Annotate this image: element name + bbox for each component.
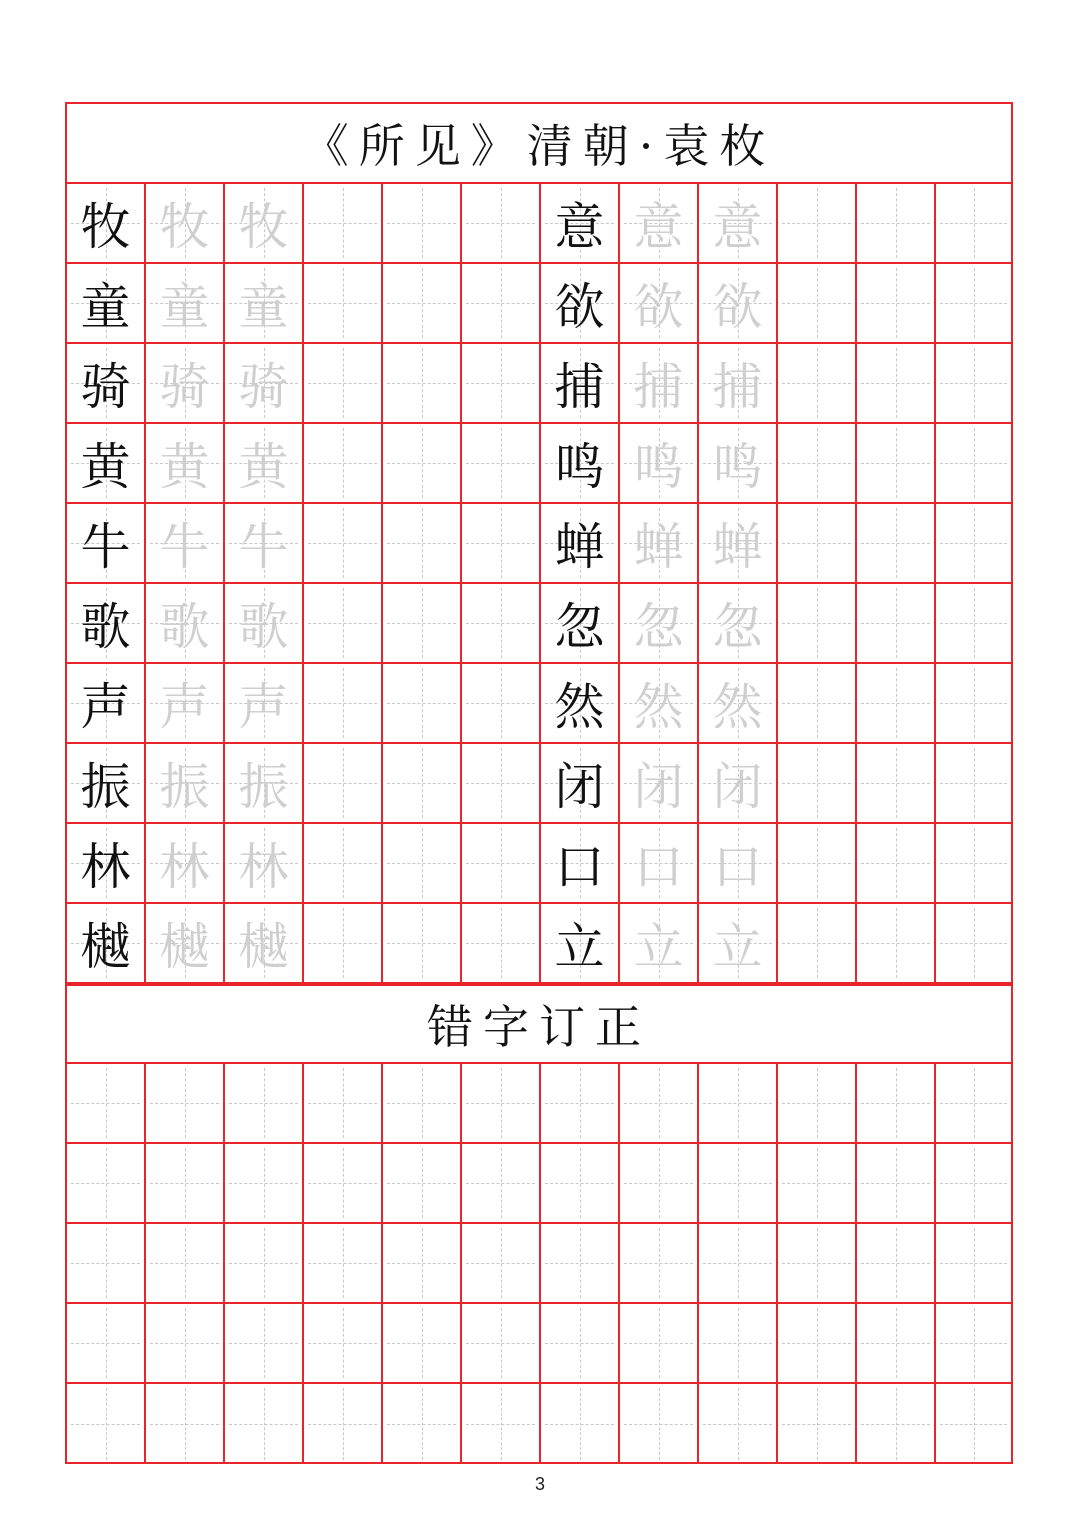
trace-character: 立	[712, 918, 763, 976]
tianzige-cell[interactable]	[146, 264, 225, 344]
trace-character: 歌	[238, 598, 289, 656]
tianzige-cell[interactable]	[146, 1224, 225, 1304]
tianzige-cell[interactable]	[462, 1384, 541, 1464]
trace-character: 歌	[159, 598, 210, 656]
tianzige-cell[interactable]	[304, 504, 383, 584]
tianzige-cell[interactable]	[383, 424, 462, 504]
practice-row	[67, 344, 1011, 424]
trace-character: 闭	[712, 758, 763, 816]
practice-row	[67, 904, 1011, 984]
tianzige-cell[interactable]	[462, 344, 541, 424]
tianzige-cell[interactable]	[225, 264, 304, 344]
tianzige-cell[interactable]	[304, 1064, 383, 1144]
model-character: 忽	[554, 598, 605, 656]
tianzige-cell[interactable]	[304, 344, 383, 424]
tianzige-cell[interactable]	[857, 1304, 936, 1384]
tianzige-cell[interactable]	[699, 1304, 778, 1384]
tianzige-cell[interactable]	[778, 1064, 857, 1144]
trace-character: 童	[159, 278, 210, 336]
tianzige-cell[interactable]	[620, 264, 699, 344]
tianzige-cell[interactable]	[146, 504, 225, 584]
practice-row	[67, 424, 1011, 504]
tianzige-cell[interactable]	[541, 504, 620, 584]
tianzige-cell[interactable]	[778, 1304, 857, 1384]
trace-character: 林	[159, 838, 210, 896]
tianzige-cell[interactable]	[699, 1224, 778, 1304]
tianzige-cell[interactable]	[857, 184, 936, 264]
tianzige-cell[interactable]	[146, 1384, 225, 1464]
tianzige-cell[interactable]	[383, 504, 462, 584]
model-character: 意	[554, 198, 605, 256]
tianzige-cell[interactable]	[462, 504, 541, 584]
tianzige-cell[interactable]	[383, 824, 462, 904]
correction-row	[67, 1224, 1011, 1304]
tianzige-cell[interactable]	[67, 264, 146, 344]
tianzige-cell[interactable]	[67, 904, 146, 984]
tianzige-cell[interactable]	[383, 1064, 462, 1144]
tianzige-cell[interactable]	[620, 504, 699, 584]
tianzige-cell[interactable]	[225, 184, 304, 264]
tianzige-cell[interactable]	[857, 824, 936, 904]
tianzige-cell[interactable]	[67, 184, 146, 264]
trace-character: 然	[633, 678, 684, 736]
tianzige-cell[interactable]	[936, 904, 1011, 984]
tianzige-cell[interactable]	[778, 424, 857, 504]
practice-row	[67, 584, 1011, 664]
tianzige-cell[interactable]	[936, 1384, 1011, 1464]
trace-character: 意	[633, 198, 684, 256]
trace-character: 闭	[633, 758, 684, 816]
tianzige-cell[interactable]	[225, 1144, 304, 1224]
correction-row	[67, 1064, 1011, 1144]
tianzige-cell[interactable]	[541, 904, 620, 984]
trace-character: 骑	[238, 358, 289, 416]
trace-character: 忽	[633, 598, 684, 656]
tianzige-cell[interactable]	[304, 1224, 383, 1304]
practice-grid	[67, 184, 1011, 984]
tianzige-cell[interactable]	[857, 744, 936, 824]
tianzige-cell[interactable]	[225, 664, 304, 744]
tianzige-cell[interactable]	[857, 344, 936, 424]
tianzige-cell[interactable]	[67, 744, 146, 824]
tianzige-cell[interactable]	[225, 584, 304, 664]
trace-character: 忽	[712, 598, 763, 656]
tianzige-cell[interactable]	[778, 664, 857, 744]
tianzige-cell[interactable]	[778, 344, 857, 424]
correction-row	[67, 1144, 1011, 1224]
tianzige-cell[interactable]	[699, 1144, 778, 1224]
correction-row	[67, 1304, 1011, 1384]
tianzige-cell[interactable]	[462, 424, 541, 504]
tianzige-cell[interactable]	[620, 1144, 699, 1224]
trace-character: 意	[712, 198, 763, 256]
tianzige-cell[interactable]	[383, 1384, 462, 1464]
poem-title: 《所见》清朝·袁枚	[67, 104, 1011, 184]
model-character: 牧	[80, 198, 131, 256]
tianzige-cell[interactable]	[620, 1224, 699, 1304]
trace-character: 樾	[159, 918, 210, 976]
tianzige-cell[interactable]	[857, 584, 936, 664]
model-character: 童	[80, 278, 131, 336]
tianzige-cell[interactable]	[936, 424, 1011, 504]
tianzige-cell[interactable]	[857, 1144, 936, 1224]
model-character: 林	[80, 838, 131, 896]
tianzige-cell[interactable]	[225, 424, 304, 504]
tianzige-cell[interactable]	[936, 184, 1011, 264]
tianzige-cell[interactable]	[462, 1144, 541, 1224]
tianzige-cell[interactable]	[225, 904, 304, 984]
tianzige-cell[interactable]	[462, 1064, 541, 1144]
trace-character: 振	[238, 758, 289, 816]
tianzige-cell[interactable]	[225, 1304, 304, 1384]
tianzige-cell[interactable]	[383, 264, 462, 344]
trace-character: 捕	[633, 358, 684, 416]
tianzige-cell[interactable]	[225, 344, 304, 424]
tianzige-cell[interactable]	[778, 184, 857, 264]
trace-character: 童	[238, 278, 289, 336]
tianzige-cell[interactable]	[778, 824, 857, 904]
tianzige-cell[interactable]	[67, 1384, 146, 1464]
tianzige-cell[interactable]	[620, 824, 699, 904]
tianzige-cell[interactable]	[67, 1064, 146, 1144]
tianzige-cell[interactable]	[778, 264, 857, 344]
trace-character: 牛	[238, 518, 289, 576]
tianzige-cell[interactable]	[383, 744, 462, 824]
tianzige-cell[interactable]	[146, 1064, 225, 1144]
tianzige-cell[interactable]	[146, 744, 225, 824]
trace-character: 欲	[633, 278, 684, 336]
tianzige-cell[interactable]	[383, 664, 462, 744]
trace-character: 骑	[159, 358, 210, 416]
tianzige-cell[interactable]	[304, 744, 383, 824]
tianzige-cell[interactable]	[67, 1224, 146, 1304]
tianzige-cell[interactable]	[541, 344, 620, 424]
tianzige-cell[interactable]	[383, 184, 462, 264]
trace-character: 鸣	[712, 438, 763, 496]
tianzige-cell[interactable]	[857, 904, 936, 984]
tianzige-cell[interactable]	[304, 904, 383, 984]
tianzige-cell[interactable]	[462, 1224, 541, 1304]
tianzige-cell[interactable]	[383, 1304, 462, 1384]
model-character: 黄	[80, 438, 131, 496]
trace-character: 蝉	[712, 518, 763, 576]
practice-row	[67, 504, 1011, 584]
practice-row	[67, 744, 1011, 824]
tianzige-cell[interactable]	[699, 664, 778, 744]
trace-character: 捕	[712, 358, 763, 416]
tianzige-cell[interactable]	[699, 184, 778, 264]
tianzige-cell[interactable]	[225, 744, 304, 824]
tianzige-cell[interactable]	[541, 744, 620, 824]
tianzige-cell[interactable]	[225, 1224, 304, 1304]
tianzige-cell[interactable]	[541, 1224, 620, 1304]
model-character: 声	[80, 678, 131, 736]
model-character: 歌	[80, 598, 131, 656]
trace-character: 欲	[712, 278, 763, 336]
tianzige-cell[interactable]	[67, 344, 146, 424]
tianzige-cell[interactable]	[67, 424, 146, 504]
tianzige-cell[interactable]	[620, 344, 699, 424]
tianzige-cell[interactable]	[225, 1384, 304, 1464]
tianzige-cell[interactable]	[541, 264, 620, 344]
tianzige-cell[interactable]	[67, 1304, 146, 1384]
tianzige-cell[interactable]	[778, 1144, 857, 1224]
tianzige-cell[interactable]	[146, 584, 225, 664]
trace-character: 黄	[159, 438, 210, 496]
trace-character: 林	[238, 838, 289, 896]
tianzige-cell[interactable]	[857, 1064, 936, 1144]
model-character: 骑	[80, 358, 131, 416]
tianzige-cell[interactable]	[699, 344, 778, 424]
practice-row	[67, 264, 1011, 344]
tianzige-cell[interactable]	[146, 344, 225, 424]
trace-character: 黄	[238, 438, 289, 496]
tianzige-cell[interactable]	[146, 664, 225, 744]
tianzige-cell[interactable]	[699, 904, 778, 984]
model-character: 闭	[554, 758, 605, 816]
tianzige-cell[interactable]	[936, 584, 1011, 664]
tianzige-cell[interactable]	[699, 504, 778, 584]
trace-character: 樾	[238, 918, 289, 976]
tianzige-cell[interactable]	[857, 1224, 936, 1304]
tianzige-cell[interactable]	[936, 504, 1011, 584]
tianzige-cell[interactable]	[541, 1144, 620, 1224]
tianzige-cell[interactable]	[304, 424, 383, 504]
trace-character: 牧	[159, 198, 210, 256]
tianzige-cell[interactable]	[699, 584, 778, 664]
tianzige-cell[interactable]	[225, 1064, 304, 1144]
tianzige-cell[interactable]	[67, 1144, 146, 1224]
tianzige-cell[interactable]	[304, 1304, 383, 1384]
tianzige-cell[interactable]	[857, 424, 936, 504]
tianzige-cell[interactable]	[857, 664, 936, 744]
tianzige-cell[interactable]	[620, 1064, 699, 1144]
model-character: 蝉	[554, 518, 605, 576]
tianzige-cell[interactable]	[699, 424, 778, 504]
tianzige-cell[interactable]	[462, 264, 541, 344]
tianzige-cell[interactable]	[857, 1384, 936, 1464]
tianzige-cell[interactable]	[462, 744, 541, 824]
tianzige-cell[interactable]	[620, 1304, 699, 1384]
tianzige-cell[interactable]	[541, 424, 620, 504]
practice-row	[67, 184, 1011, 264]
tianzige-cell[interactable]	[778, 1384, 857, 1464]
tianzige-cell[interactable]	[699, 824, 778, 904]
tianzige-cell[interactable]	[304, 264, 383, 344]
correction-row	[67, 1384, 1011, 1464]
tianzige-cell[interactable]	[304, 1384, 383, 1464]
tianzige-cell[interactable]	[778, 1224, 857, 1304]
tianzige-cell[interactable]	[146, 824, 225, 904]
model-character: 口	[554, 838, 605, 896]
tianzige-cell[interactable]	[462, 1304, 541, 1384]
tianzige-cell[interactable]	[620, 664, 699, 744]
tianzige-cell[interactable]	[383, 1144, 462, 1224]
tianzige-cell[interactable]	[857, 504, 936, 584]
tianzige-cell[interactable]	[936, 1224, 1011, 1304]
tianzige-cell[interactable]	[778, 584, 857, 664]
tianzige-cell[interactable]	[541, 664, 620, 744]
tianzige-cell[interactable]	[225, 824, 304, 904]
tianzige-cell[interactable]	[541, 824, 620, 904]
trace-character: 声	[159, 678, 210, 736]
tianzige-cell[interactable]	[699, 744, 778, 824]
tianzige-cell[interactable]	[541, 1064, 620, 1144]
tianzige-cell[interactable]	[383, 904, 462, 984]
model-character: 牛	[80, 518, 131, 576]
tianzige-cell[interactable]	[620, 424, 699, 504]
tianzige-cell[interactable]	[462, 904, 541, 984]
tianzige-cell[interactable]	[541, 184, 620, 264]
tianzige-cell[interactable]	[146, 1304, 225, 1384]
tianzige-cell[interactable]	[778, 904, 857, 984]
tianzige-cell[interactable]	[67, 584, 146, 664]
tianzige-cell[interactable]	[699, 1064, 778, 1144]
page-number: 3	[534, 1474, 545, 1494]
tianzige-cell[interactable]	[304, 184, 383, 264]
tianzige-cell[interactable]	[67, 664, 146, 744]
tianzige-cell[interactable]	[541, 584, 620, 664]
trace-character: 牛	[159, 518, 210, 576]
tianzige-cell[interactable]	[699, 264, 778, 344]
model-character: 振	[80, 758, 131, 816]
tianzige-cell[interactable]	[936, 1064, 1011, 1144]
tianzige-cell[interactable]	[936, 1144, 1011, 1224]
tianzige-cell[interactable]	[67, 504, 146, 584]
tianzige-cell[interactable]	[146, 1144, 225, 1224]
practice-row	[67, 824, 1011, 904]
practice-sheet	[65, 102, 1013, 1464]
tianzige-cell[interactable]	[383, 1224, 462, 1304]
trace-character: 振	[159, 758, 210, 816]
trace-character: 牧	[238, 198, 289, 256]
tianzige-cell[interactable]	[620, 1384, 699, 1464]
trace-character: 口	[712, 838, 763, 896]
model-character: 鸣	[554, 438, 605, 496]
tianzige-cell[interactable]	[462, 824, 541, 904]
model-character: 欲	[554, 278, 605, 336]
correction-grid	[67, 1064, 1011, 1464]
tianzige-cell[interactable]	[620, 184, 699, 264]
correction-heading: 错字订正	[67, 984, 1011, 1064]
tianzige-cell[interactable]	[67, 824, 146, 904]
tianzige-cell[interactable]	[146, 184, 225, 264]
tianzige-cell[interactable]	[936, 344, 1011, 424]
tianzige-cell[interactable]	[699, 1384, 778, 1464]
tianzige-cell[interactable]	[541, 1384, 620, 1464]
tianzige-cell[interactable]	[146, 424, 225, 504]
tianzige-cell[interactable]	[462, 664, 541, 744]
trace-character: 声	[238, 678, 289, 736]
model-character: 然	[554, 678, 605, 736]
model-character: 捕	[554, 358, 605, 416]
model-character: 立	[554, 918, 605, 976]
tianzige-cell[interactable]	[936, 744, 1011, 824]
tianzige-cell[interactable]	[304, 1144, 383, 1224]
trace-character: 然	[712, 678, 763, 736]
tianzige-cell[interactable]	[304, 584, 383, 664]
tianzige-cell[interactable]	[383, 344, 462, 424]
tianzige-cell[interactable]	[304, 824, 383, 904]
tianzige-cell[interactable]	[857, 264, 936, 344]
tianzige-cell[interactable]	[936, 664, 1011, 744]
tianzige-cell[interactable]	[778, 744, 857, 824]
tianzige-cell[interactable]	[304, 664, 383, 744]
tianzige-cell[interactable]	[462, 184, 541, 264]
trace-character: 立	[633, 918, 684, 976]
tianzige-cell[interactable]	[146, 904, 225, 984]
tianzige-cell[interactable]	[778, 504, 857, 584]
tianzige-cell[interactable]	[620, 904, 699, 984]
tianzige-cell[interactable]	[936, 264, 1011, 344]
practice-row	[67, 664, 1011, 744]
tianzige-cell[interactable]	[541, 1304, 620, 1384]
trace-character: 鸣	[633, 438, 684, 496]
trace-character: 口	[633, 838, 684, 896]
tianzige-cell[interactable]	[620, 744, 699, 824]
trace-character: 蝉	[633, 518, 684, 576]
tianzige-cell[interactable]	[225, 504, 304, 584]
tianzige-cell[interactable]	[462, 584, 541, 664]
model-character: 樾	[80, 918, 131, 976]
tianzige-cell[interactable]	[936, 824, 1011, 904]
tianzige-cell[interactable]	[620, 584, 699, 664]
tianzige-cell[interactable]	[936, 1304, 1011, 1384]
tianzige-cell[interactable]	[383, 584, 462, 664]
